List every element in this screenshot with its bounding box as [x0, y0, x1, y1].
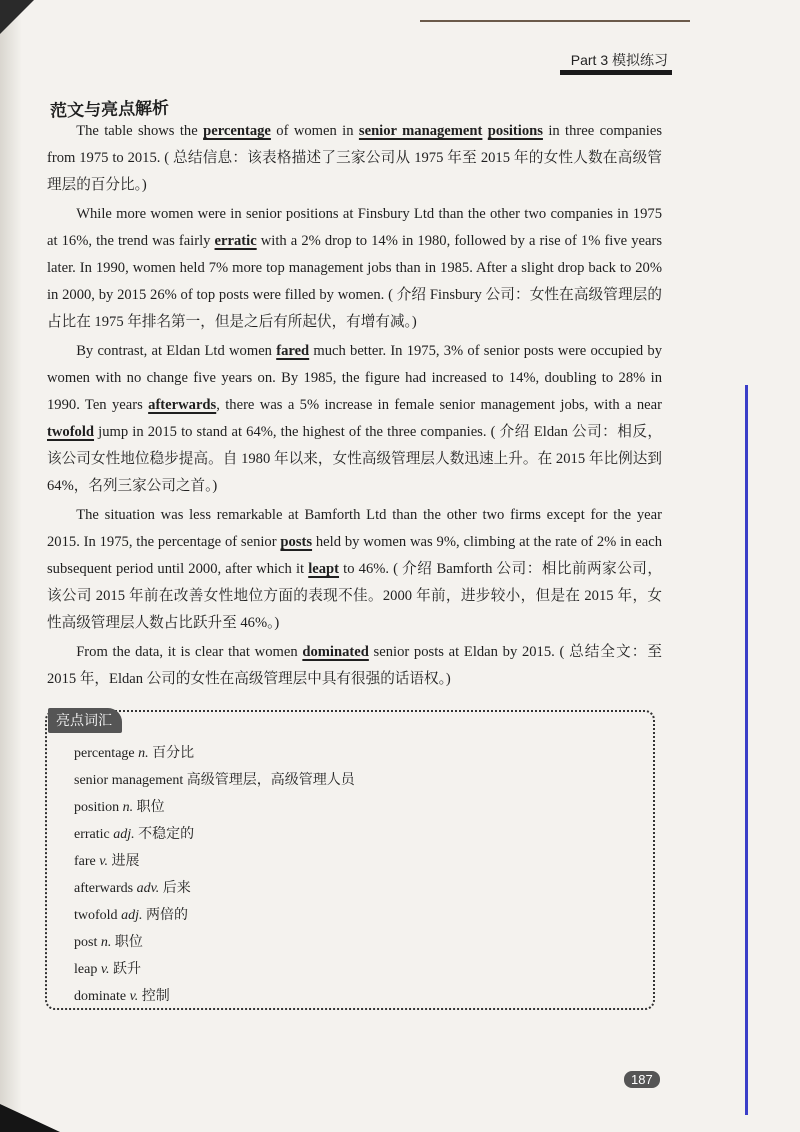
vocab-item — [74, 902, 355, 929]
vocab-word: position — [74, 800, 120, 815]
header-part: Part 3 — [570, 52, 609, 68]
vocab-item — [74, 767, 355, 794]
text-segment: While more women were in senior positions at Finsbury Ltd than the other two companies in 1975 at 16%, the trend was fairly — [47, 206, 662, 249]
paragraph-3 — [47, 338, 662, 500]
section-heading: 范文与亮点解析 — [49, 98, 170, 122]
page-number: 187 — [624, 1071, 660, 1088]
top-decorative-rule — [420, 20, 690, 22]
vocab-word: leap — [74, 962, 98, 977]
vocab-meaning: 两倍的 — [145, 908, 188, 923]
vocab-pos: n. — [100, 935, 112, 950]
text-segment: From the data, it is clear that women — [76, 644, 303, 660]
vocab-pos: v. — [100, 962, 110, 977]
vocab-meaning: 后来 — [162, 881, 191, 896]
text-segment: senior posts at Eldan by 2015. ( 总结全文：至 2015 年，Eldan 公司的女性在高级管理层中具有很强的话语权。) — [47, 644, 662, 687]
vocab-pos: adj. — [121, 908, 143, 923]
paragraph-1 — [47, 118, 662, 199]
header-underline-bar — [560, 70, 672, 75]
vocab-meaning: 跃升 — [113, 962, 142, 977]
vocab-word: post — [74, 935, 98, 950]
vocab-pos: n. — [138, 746, 149, 761]
vocab-meaning: 百分比 — [152, 746, 195, 761]
vocab-item — [74, 983, 355, 1010]
highlighted-word: leapt — [308, 561, 340, 577]
vocab-meaning: 控制 — [141, 989, 170, 1004]
essay-body — [47, 118, 662, 695]
vocab-word: afterwards — [74, 881, 134, 896]
text-segment: to 46%. ( 介绍 Bamforth 公司：相比前两家公司，该公司 2015 年前在改善女性地位方面的表现不佳。2000 年前，进步较小，但是在 2015 年，女性高级管理层人数占比跃升至 46%。) — [47, 561, 662, 631]
vocab-pos: adv. — [136, 881, 160, 896]
scan-corner-top-left — [0, 0, 34, 34]
highlighted-word: positions — [487, 123, 543, 139]
header-title: 模拟练习 — [612, 52, 668, 68]
text-segment: much better. In 1975, 3% of senior posts were occupied by women with no change five years on. By 1985, the figure had increased to 14%, doubling to 28% in 1990. Ten years — [47, 343, 662, 413]
vocab-pos: v. — [99, 854, 108, 869]
vocab-item — [74, 740, 355, 767]
vocab-word: dominate — [74, 989, 127, 1004]
page-gutter-shadow — [0, 0, 22, 1132]
text-segment: The situation was less remarkable at Bamforth Ltd than the other two firms except for the year 2015. In 1975, the percentage of senior — [47, 507, 662, 550]
vocab-item — [74, 956, 355, 983]
highlighted-word: afterwards — [148, 397, 217, 413]
vocab-meaning: 进展 — [111, 854, 140, 869]
text-segment: , there was a 5% increase in female senior management jobs, with a near — [216, 397, 662, 413]
highlighted-word: posts — [280, 534, 313, 550]
running-header — [571, 50, 668, 70]
text-segment: By contrast, at Eldan Ltd women — [76, 343, 277, 359]
vocab-box-tag: 亮点词汇 — [48, 708, 122, 733]
vocab-item — [74, 875, 355, 902]
vocab-item — [74, 794, 355, 821]
highlighted-word: dominated — [302, 644, 369, 660]
text-segment: held by women was 9%, climbing at the rate of 2% in each subsequent period until 2000, after which it — [47, 534, 662, 577]
text-segment: with a 2% drop to 14% in 1980, followed by a rise of 1% five years later. In 1990, women held 7% more top management jobs than in 1985. After a slight drop back to 20% in 2000, by 2015 26% of top posts were filled by women. ( 介绍 Finsbury 公司：女性在高级管理层的占比在 1975 年排名第一，但是之后有所起伏，有增有减。) — [47, 233, 663, 330]
text-segment: The table shows the — [76, 123, 204, 139]
vocab-meaning: 不稳定的 — [138, 827, 195, 842]
vocab-meaning: 职位 — [136, 800, 165, 815]
vocab-pos: adj. — [113, 827, 135, 842]
page-edge-line — [745, 385, 748, 1115]
highlighted-word: senior management — [358, 123, 483, 139]
paragraph-4 — [47, 502, 662, 637]
vocab-pos: v. — [129, 989, 139, 1004]
highlighted-word: erratic — [214, 233, 257, 249]
vocab-meaning: 高级管理层，高级管理人员 — [186, 773, 355, 788]
vocab-item — [74, 848, 355, 875]
vocab-list — [74, 740, 355, 1010]
vocab-word: fare — [74, 854, 96, 869]
vocab-word: erratic — [74, 827, 110, 842]
text-segment: of women in — [270, 123, 359, 139]
vocab-word: twofold — [74, 908, 118, 923]
highlighted-word: twofold — [47, 424, 95, 440]
vocab-item — [74, 929, 355, 956]
text-segment: in three companies from 1975 to 2015. ( 总结信息：该表格描述了三家公司从 1975 年至 2015 年的女性人数在高级管理层的百分比。) — [47, 123, 663, 193]
highlighted-word: percentage — [203, 123, 271, 139]
scan-corner-bottom-left — [0, 1104, 60, 1132]
text-segment: jump in 2015 to stand at 64%, the highest of the three companies. ( 介绍 Eldan 公司：相反，该公司女性地位稳步提高。自 1980 年以来，女性高级管理层人数迅速上升。在 2015 年比例达到 64%，名列三家公司之首。) — [47, 424, 662, 494]
vocab-word: senior management — [74, 773, 184, 788]
vocab-pos: n. — [122, 800, 134, 815]
vocab-word: percentage — [74, 746, 135, 761]
vocab-item — [74, 821, 355, 848]
paragraph-5 — [47, 639, 662, 693]
vocab-meaning: 职位 — [114, 935, 143, 950]
paragraph-2 — [47, 201, 662, 336]
highlighted-word: fared — [276, 343, 310, 359]
